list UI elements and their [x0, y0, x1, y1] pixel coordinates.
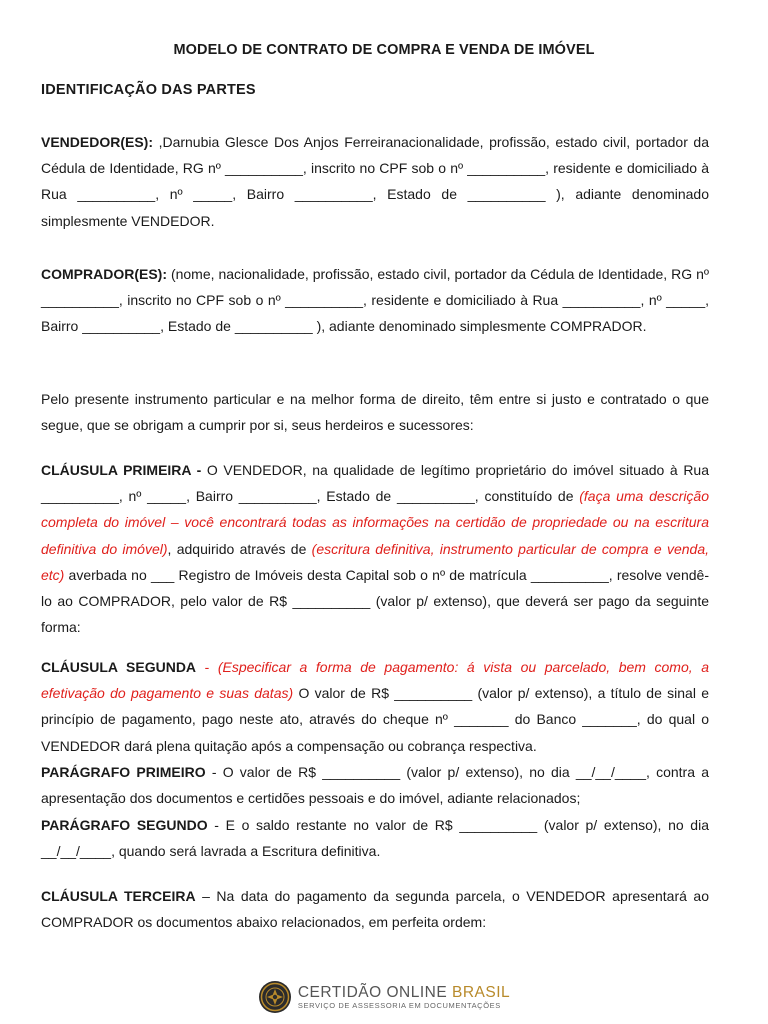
- brand-text: [298, 984, 510, 1011]
- comprador-paragraph: [41, 261, 709, 340]
- vendedor-label: VENDEDOR(ES):: [41, 134, 154, 150]
- clausula-segunda-label: CLÁUSULA SEGUNDA: [41, 659, 197, 675]
- seal-icon: [258, 980, 292, 1014]
- brand-name-part2: BRASIL: [452, 983, 511, 1001]
- paragrafo-primeiro-text: - O valor de R$ __________ (valor p/ extenso), no dia __/__/____, contra a apresentação dos documentos e certidões pessoais e do imóvel, adiante relacionados;: [41, 764, 709, 807]
- clausula-segunda-dash: -: [196, 659, 218, 675]
- clausula-segunda-paragraph: [41, 654, 709, 759]
- paragrafo-segundo-label: PARÁGRAFO SEGUNDO: [41, 817, 208, 833]
- document-title: MODELO DE CONTRATO DE COMPRA E VENDA DE IMÓVEL: [173, 42, 595, 58]
- clausula-primeira-text2: , adquirido através de: [167, 540, 312, 557]
- paragrafo-segundo-text: - E o saldo restante no valor de R$ __________ (valor p/ extenso), no dia __/__/____, quando será lavrada a Escritura definitiva.: [41, 817, 709, 860]
- preamble-paragraph: [41, 386, 709, 438]
- clausula-segunda-note: (Especificar a forma de pagamento: á vista ou parcelado, bem como, a efetivação do pagamento e suas datas): [41, 659, 709, 702]
- clausula-primeira-text3: averbada no ___ Registro de Imóveis desta Capital sob o nº de matrícula __________, resolve vendê-lo ao COMPRADOR, pelo valor de R$ __________ (valor p/ extenso), que deverá ser pago da seguinte forma:: [41, 566, 709, 636]
- paragrafo-segundo-paragraph: [41, 812, 709, 864]
- comprador-label: COMPRADOR(ES):: [41, 266, 167, 282]
- footer-logo: [0, 978, 768, 1016]
- clausula-primeira-text1: O VENDEDOR, na qualidade de legítimo proprietário do imóvel situado à Rua __________, nº _____, Bairro __________, Estado de __________, constituído de: [41, 462, 709, 505]
- preamble-text: Pelo presente instrumento particular e na melhor forma de direito, têm entre si justo e contratado o que segue, que se obrigam a cumprir por si, seus herdeiros e sucessores:: [41, 391, 709, 434]
- clausula-primeira-label: CLÁUSULA PRIMEIRA -: [41, 462, 202, 478]
- brand-name-part1: CERTIDÃO ONLINE: [297, 983, 452, 1001]
- brand-tagline: SERVIÇO DE ASSESSORIA EM DOCUMENTAÇÕES: [297, 1000, 501, 1010]
- brand-logo: [258, 980, 510, 1014]
- vendedor-text: ,Darnubia Glesce Dos Anjos Ferreiranacionalidade, profissão, estado civil, portador da Cédula de Identidade, RG nº __________, inscrito no CPF sob o nº __________, residente e domiciliado à Rua __________, nº _____, Bairro __________, Estado de __________ ), adiante denominado simplesmente VENDEDOR.: [41, 134, 709, 229]
- clausula-terceira-label: CLÁUSULA TERCEIRA: [41, 888, 196, 904]
- vendedor-paragraph: [41, 129, 709, 234]
- clausula-terceira-paragraph: [41, 883, 709, 935]
- comprador-text: (nome, nacionalidade, profissão, estado civil, portador da Cédula de Identidade, RG nº __________, inscrito no CPF sob o nº __________, residente e domiciliado à Rua __________, nº _____, Bairro __________, Estado de __________ ), adiante denominado simplesmente COMPRADOR.: [41, 266, 709, 335]
- clausula-primeira-note2: (escritura definitiva, instrumento particular de compra e venda, etc): [41, 540, 709, 583]
- clausula-terceira-text: – Na data do pagamento da segunda parcela, o VENDEDOR apresentará ao COMPRADOR os documentos abaixo relacionados, em perfeita ordem:: [41, 888, 709, 931]
- clausula-primeira-note1: (faça uma descrição completa do imóvel – você encontrará todas as informações na certidão de propriedade ou na escritura definitiva do imóvel): [41, 488, 710, 557]
- brand-name: [298, 984, 510, 1001]
- paragrafo-primeiro-label: PARÁGRAFO PRIMEIRO: [41, 764, 206, 780]
- clausula-primeira-paragraph: [41, 457, 709, 640]
- paragrafo-primeiro-paragraph: [41, 759, 709, 811]
- clausula-segunda-text: O valor de R$ __________ (valor p/ extenso), a título de sinal e princípio de pagamento, pago neste ato, através do cheque nº _______ do Banco _______, do qual o VENDEDOR dará plena quitação após a compensação ou cobrança respectiva.: [41, 685, 710, 754]
- section-heading-parties: IDENTIFICAÇÃO DAS PARTES: [41, 82, 256, 98]
